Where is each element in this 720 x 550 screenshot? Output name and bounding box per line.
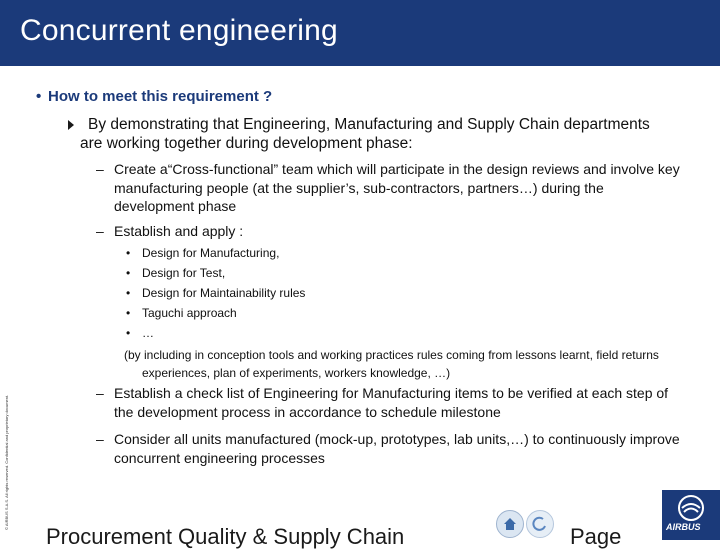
sub-bullet-text: Design for Test,	[142, 266, 226, 280]
triangle-bullet-icon	[68, 120, 74, 130]
back-icon[interactable]	[526, 510, 554, 538]
sub-bullet-text: Design for Maintainability rules	[142, 286, 306, 300]
list-item	[96, 430, 686, 467]
bullet-dot-icon: •	[126, 326, 131, 340]
dash-bullet-icon: –	[96, 385, 104, 401]
copyright-side-text: © AIRBUS S.A.S. All rights reserved. Confidential and proprietary document.	[4, 394, 9, 530]
footer-title: Procurement Quality & Supply Chain	[46, 524, 405, 549]
note-text: (by including in conception tools and working practices rules coming from lessons learnt, field returns experiences, plan of experiments, workers knowledge, …)	[124, 348, 659, 380]
list-item	[96, 222, 686, 241]
list-item-text: Create a“Cross-functional” team which will participate in the design reviews and involve key manufacturing people (at the supplier’s, sub-contractors, partners…) during the development phase	[114, 161, 680, 214]
bullet-dot-icon: •	[126, 246, 131, 260]
level2-item	[68, 115, 668, 153]
sub-bullet-text: …	[142, 326, 154, 340]
home-icon-svg	[497, 511, 523, 537]
bullet-dot-icon: •	[36, 88, 42, 105]
bullet-dot-icon: •	[126, 286, 131, 300]
sub-bullet	[126, 266, 225, 280]
list-item-text: Consider all units manufactured (mock-up, prototypes, lab units,…) to continuously improve concurrent engineering processes	[114, 431, 680, 466]
list-item-text: Establish a check list of Engineering for Manufacturing items to be verified at each step of the development process in accordance to schedule milestone	[114, 385, 669, 420]
list-item	[96, 384, 686, 421]
level2-text: By demonstrating that Engineering, Manufacturing and Supply Chain departments are working together during development phase:	[80, 116, 650, 152]
airbus-logo	[662, 490, 720, 540]
bullet-dot-icon: •	[126, 306, 131, 320]
airbus-emblem-icon	[662, 490, 720, 524]
slide-title: Concurrent engineering	[20, 14, 338, 47]
dash-bullet-icon: –	[96, 161, 104, 177]
bullet-question	[36, 88, 272, 105]
logo-text: AIRBUS	[666, 522, 701, 532]
list-item	[96, 160, 686, 216]
sub-bullet	[126, 246, 279, 260]
list-item-text: Establish and apply :	[114, 223, 244, 239]
dash-bullet-icon: –	[96, 223, 104, 239]
sub-bullet	[126, 326, 154, 340]
sub-bullet	[126, 306, 237, 320]
note-text-block	[124, 346, 694, 382]
back-icon-svg	[527, 511, 553, 537]
home-icon[interactable]	[496, 510, 524, 538]
sub-bullet-text: Design for Manufacturing,	[142, 246, 280, 260]
sub-bullet-text: Taguchi approach	[142, 306, 237, 320]
bullet-dot-icon: •	[126, 266, 131, 280]
sub-bullet	[126, 286, 305, 300]
footer-page-label: Page	[570, 524, 622, 549]
question-text: How to meet this requirement ?	[48, 88, 273, 105]
dash-bullet-icon: –	[96, 431, 104, 447]
